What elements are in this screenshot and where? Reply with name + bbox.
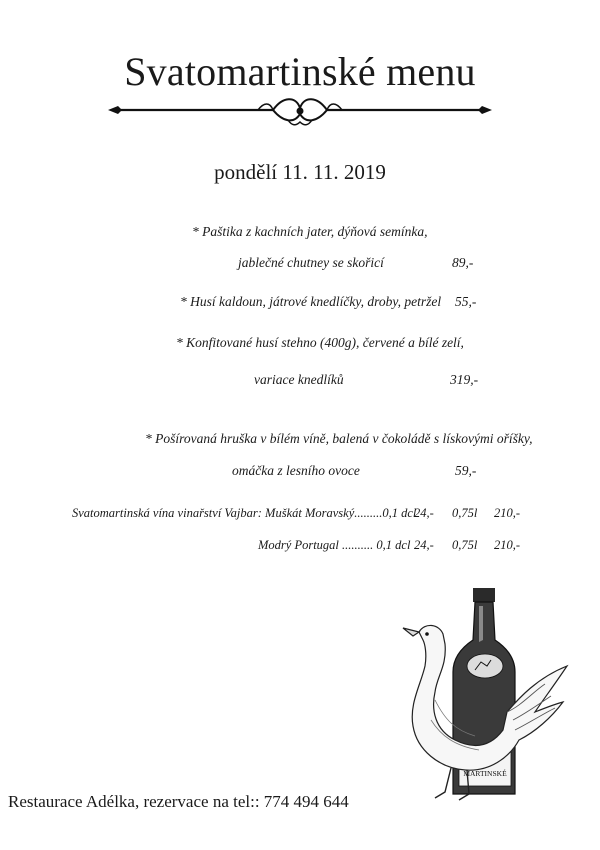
footer-contact: Restaurace Adélka, rezervace na tel:: 774 494 644 — [8, 792, 349, 811]
wine-2-bottle-size: 0,75l — [452, 538, 478, 552]
item-1-line-2: jablečné chutney se skořicí — [238, 255, 384, 270]
menu-date: pondělí 11. 11. 2019 — [214, 160, 386, 184]
item-3-line-1: * Konfitované husí stehno (400g), červené a bílé zelí, — [176, 335, 464, 350]
ornament-divider-icon — [108, 92, 492, 128]
item-4-price: 59,- — [455, 463, 477, 478]
item-1-line-1: * Paštika z kachních jater, dýňová semínka, — [192, 224, 428, 239]
wine-2-bottle-price: 210,- — [494, 538, 521, 552]
item-4-line-1: * Pošírovaná hruška v bílém víně, balená v čokoládě s lískovými oříšky, — [145, 431, 533, 446]
item-3-line-2: variace knedlíků — [254, 372, 344, 387]
wine-2-glass-price: 24,- — [414, 538, 434, 552]
wine-1-bottle-price: 210,- — [494, 506, 521, 520]
menu-title: Svatomartinské menu — [124, 49, 476, 94]
svg-text:MARTINSKÉ: MARTINSKÉ — [463, 769, 507, 778]
item-1-price: 89,- — [452, 255, 474, 270]
wine-1-label: Svatomartinská vína vinařství Vajbar: Muškát Moravský.........0,1 dcl — [72, 506, 417, 520]
goose-and-wine-bottle-illustration — [395, 580, 575, 810]
item-2-price: 55,- — [455, 294, 477, 309]
wine-1-glass-price: 24,- — [414, 506, 434, 520]
wine-2-label: Modrý Portugal .......... 0,1 dcl — [258, 538, 411, 552]
wine-1-bottle-size: 0,75l — [452, 506, 478, 520]
item-2-line-1: * Husí kaldoun, játrové knedlíčky, droby, petržel — [180, 294, 442, 309]
item-4-line-2: omáčka z lesního ovoce — [232, 463, 360, 478]
item-3-price: 319,- — [450, 372, 479, 387]
